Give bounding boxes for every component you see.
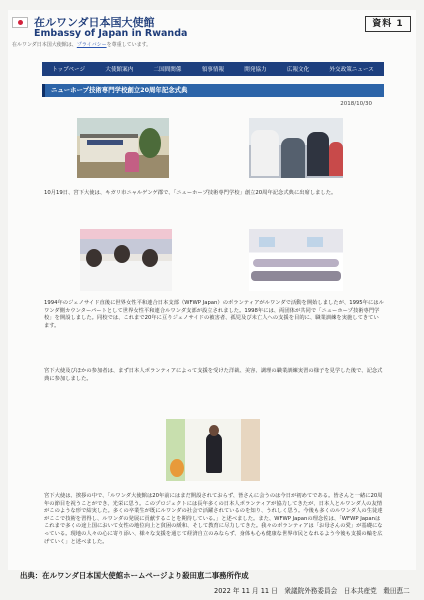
photo-figure-4 (329, 142, 343, 176)
photo-speaker-body (206, 433, 222, 473)
credit-line: 2022 年 11 月 11 日 衆議院外務委員会 日本共産党 穀田恵二 (214, 587, 410, 595)
photo-head-2 (114, 245, 130, 263)
photo-decoration-band (80, 229, 172, 239)
privacy-notice (12, 41, 151, 48)
privacy-notice-prefix: 在ルワンダ日本国大使館は、 (12, 42, 77, 48)
paragraph-2: 1994年のジェノサイド直後に世界女性平和連合日本支部（WFWP Japan）のボランティアがルワンダで活動を開始しましたが、1995年にはルワンダ側カウンターパートとして世界女性平和連合ルワンダ支部が設立されました。1998年には、両団体が共同で「ニューホープ技術専門学校」を開設しました。同校では、これまで20年に亘りジェノサイドの被害者、孤児及び未亡人への支援を目的に、職業訓練を実施してきています。 (44, 300, 384, 329)
nav-item-development[interactable]: 開発協力 (244, 67, 267, 73)
main-nav (42, 62, 384, 76)
site-header (12, 14, 402, 52)
article-date: 2018/10/30 (340, 101, 372, 107)
paragraph-1: 10月19日、宮下大使は、キガリ市ニャルゲンゲ郡で、「ニューホープ技術専門学校」創立20周年記念式典に出席しました。 (44, 190, 337, 196)
nav-item-culture[interactable]: 広報文化 (286, 67, 310, 73)
nav-item-news[interactable]: 外交政策ニュース (329, 67, 374, 73)
article-heading: ニューホープ技術専門学校創立20周年記念式典 (42, 84, 384, 97)
photo-audience-row-2 (251, 271, 341, 281)
photo-ambassador-speech (166, 419, 260, 481)
photo-speaker-head (209, 425, 219, 436)
photo-audience-row-1 (253, 259, 339, 267)
nav-item-top[interactable]: トップページ (52, 67, 86, 73)
photo-window-2 (307, 237, 323, 247)
exhibit-badge: 資料 1 (365, 16, 411, 32)
privacy-notice-suffix: を尊重しています。 (106, 42, 152, 48)
photo-sign-shape (87, 140, 123, 145)
photo-person-shape (125, 152, 139, 172)
photo-head-3 (142, 249, 158, 267)
paragraph-4: 宮下大使は、挨拶の中で、「ルワンダ大使館は20年前にはまだ開設されておらず、皆さんに会うのは今日が初めてである。皆さんと一緒に20周年の節目を祝うことができ、光栄に思う。このプロジェクトには長年多くの日本人ボランティアが協力してきたが、日本人とルワンダ人の友情がこのような形で結実した。多くの卒業生が既にルワンダの社会で活躍されているのを知り、うれしく思う。今後も多くのルワンダ人の生徒達がここで技術を習得し、ルワンダの発展に貢献することを期待している。」と述べました。また、WFWP Japanの理念佐は、「WFWP Japanはこれまで多くの途上国において女性の地位向上と貧困の緩和、そして教育に尽力してきた。我々のボランティアは「お母さんの愛」が基礎になっている。現地の人々の心に寄り添い、様々な支援を通じて経済自立のみならず、身体も心も健康な世界市民となれるよう今後も支援の輪を広げていく」と述べました。 (44, 493, 383, 545)
nav-item-bilateral[interactable]: 二国間関係 (153, 67, 182, 73)
photo-window-1 (259, 237, 275, 247)
photo-ceremony-hall (249, 229, 343, 291)
site-title-en[interactable]: Embassy of Japan in Rwanda (34, 28, 188, 39)
photo-school-building (77, 118, 169, 178)
photo-ceremony-table (80, 229, 172, 291)
photo-head-1 (86, 249, 102, 267)
photo-flowers (170, 459, 184, 477)
privacy-link[interactable]: プライバシー (76, 42, 107, 48)
photo-figure-1 (251, 130, 279, 176)
site-title-jp[interactable]: 在ルワンダ日本国大使館 (34, 16, 155, 29)
nav-item-consular[interactable]: 領事情報 (201, 67, 225, 73)
photo-figure-2 (281, 138, 305, 178)
photo-figure-3 (307, 132, 329, 176)
source-note: 出典：在ルワンダ日本国大使館ホームページより殺田恵二事務所作成 (20, 571, 249, 580)
japan-flag-icon (12, 17, 28, 28)
photo-tree-shape (139, 128, 161, 158)
nav-item-embassy[interactable]: 大使館案内 (105, 67, 134, 73)
paragraph-3: 宮下大使及びほかの参加者は、まず日本人ボランティアによって支援を受けた洋裁、美容、調理の職業訓練実習の様子を見学した後で、記念式典に参加しました。 (44, 368, 383, 382)
photo-guests-group (249, 118, 343, 178)
